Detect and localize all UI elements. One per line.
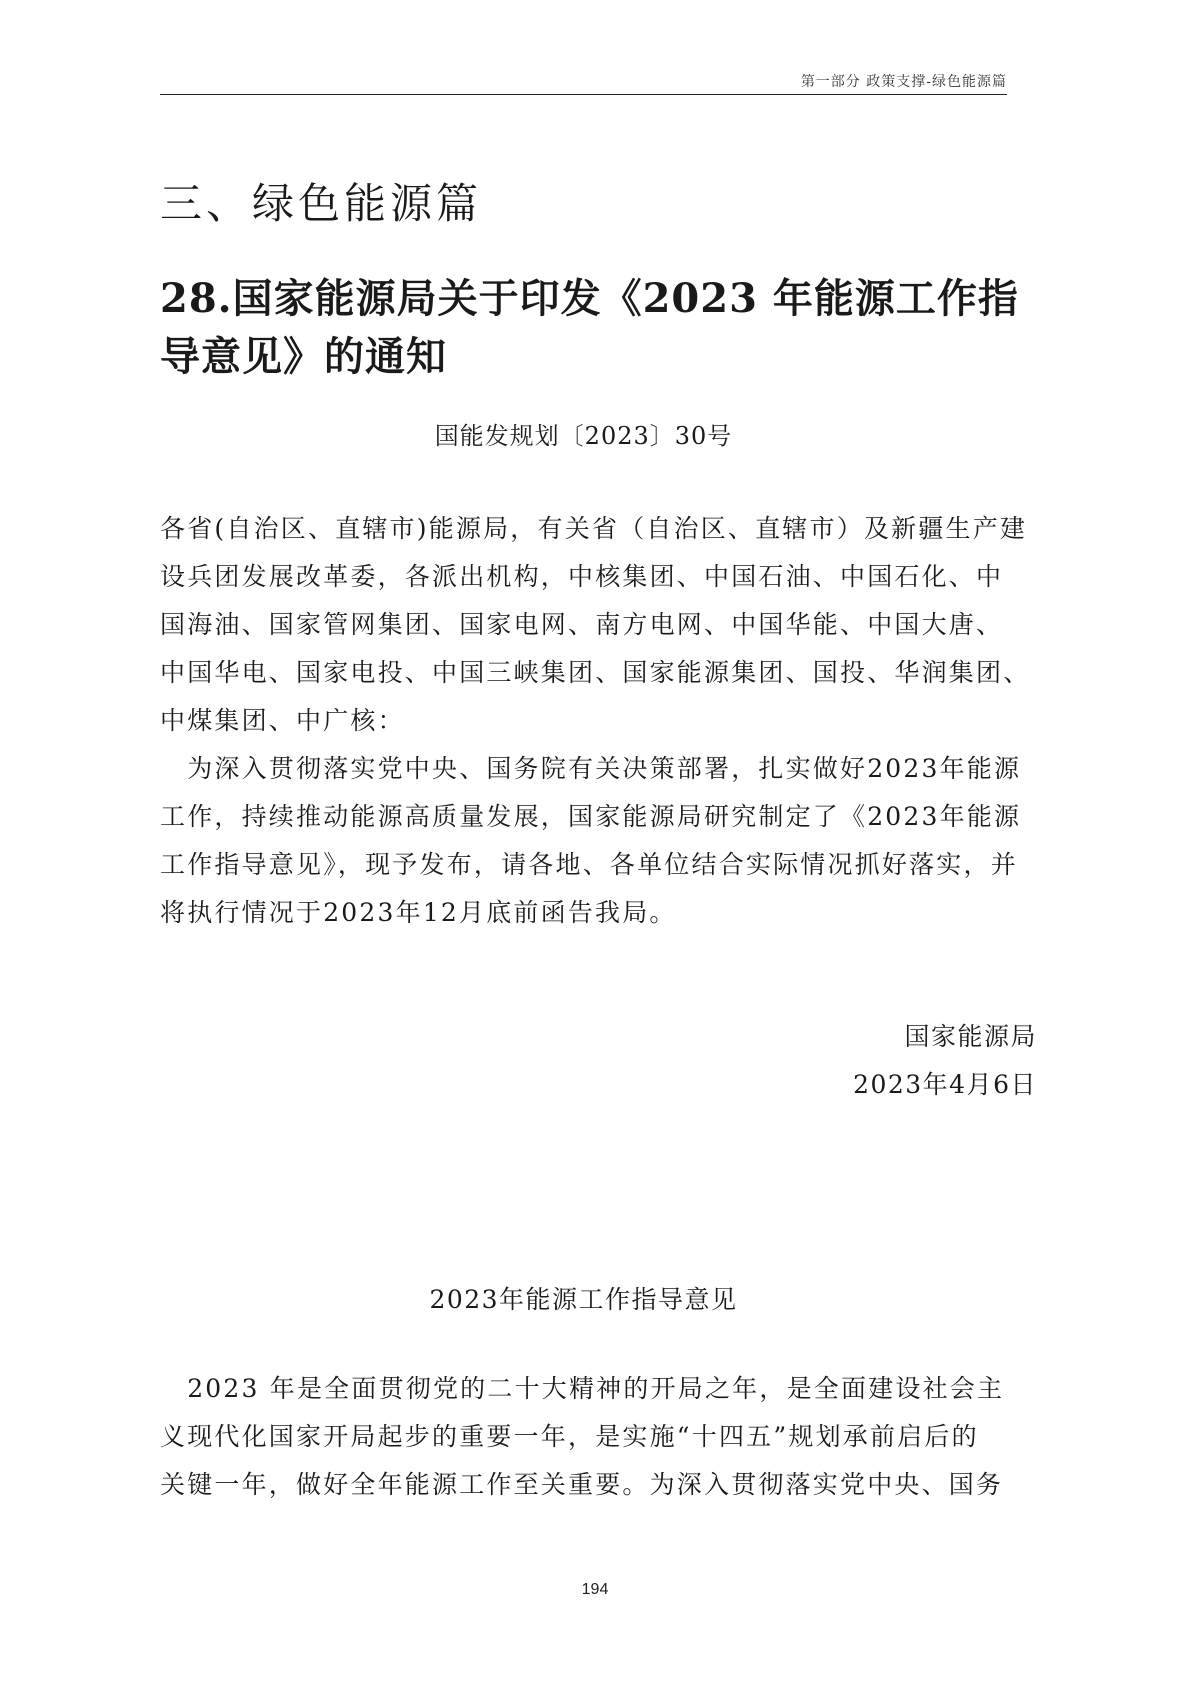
body-line: 各省(自治区、直辖市)能源局，有关省（自治区、直辖市）及新疆生产建	[160, 514, 1028, 543]
body-line: 工作指导意见》，现予发布，请各地、各单位结合实际情况抓好落实，并	[160, 850, 1018, 879]
body-line: 工作，持续推动能源高质量发展，国家能源局研究制定了《2023年能源	[160, 802, 1022, 831]
body-line: 国海油、国家管网集团、国家电网、南方电网、中国华能、中国大唐、	[160, 610, 1004, 639]
document-title-line: 28.国家能源局关于印发《2023 年能源工作指	[160, 275, 1019, 322]
body-line: 中国华电、国家电投、中国三峡集团、国家能源集团、国投、华润集团、	[160, 658, 1031, 687]
guidance-subtitle: 2023年能源工作指导意见	[429, 1285, 738, 1314]
signature-date: 2023年4月6日	[853, 1070, 1037, 1099]
body-line: 中煤集团、中广核：	[160, 706, 405, 735]
guidance-body	[160, 1365, 1040, 1509]
running-header: 第一部分 政策支撑-绿色能源篇	[160, 72, 1007, 95]
signature-org: 国家能源局	[904, 1022, 1037, 1051]
section-title: 三、绿色能源篇	[160, 179, 483, 228]
page-number: 194	[581, 1581, 609, 1598]
body-line: 为深入贯彻落实党中央、国务院有关决策部署，扎实做好2023年能源	[160, 754, 1022, 783]
body-line: 义现代化国家开局起步的重要一年，是实施“十四五”规划承前启后的	[160, 1422, 979, 1451]
document-title-line: 导意见》的通知	[160, 333, 447, 380]
document-title	[160, 270, 1040, 386]
body-line: 设兵团发展改革委，各派出机构，中核集团、中国石油、中国石化、中	[160, 562, 1004, 591]
notice-body	[160, 505, 1040, 937]
body-line: 2023 年是全面贯彻党的二十大精神的开局之年，是全面建设社会主	[160, 1374, 1005, 1403]
document-number: 国能发规划〔2023〕30号	[434, 422, 733, 450]
body-line: 关键一年，做好全年能源工作至关重要。为深入贯彻落实党中央、国务	[160, 1470, 1004, 1499]
body-line: 将执行情况于2023年12月底前函告我局。	[160, 898, 677, 927]
